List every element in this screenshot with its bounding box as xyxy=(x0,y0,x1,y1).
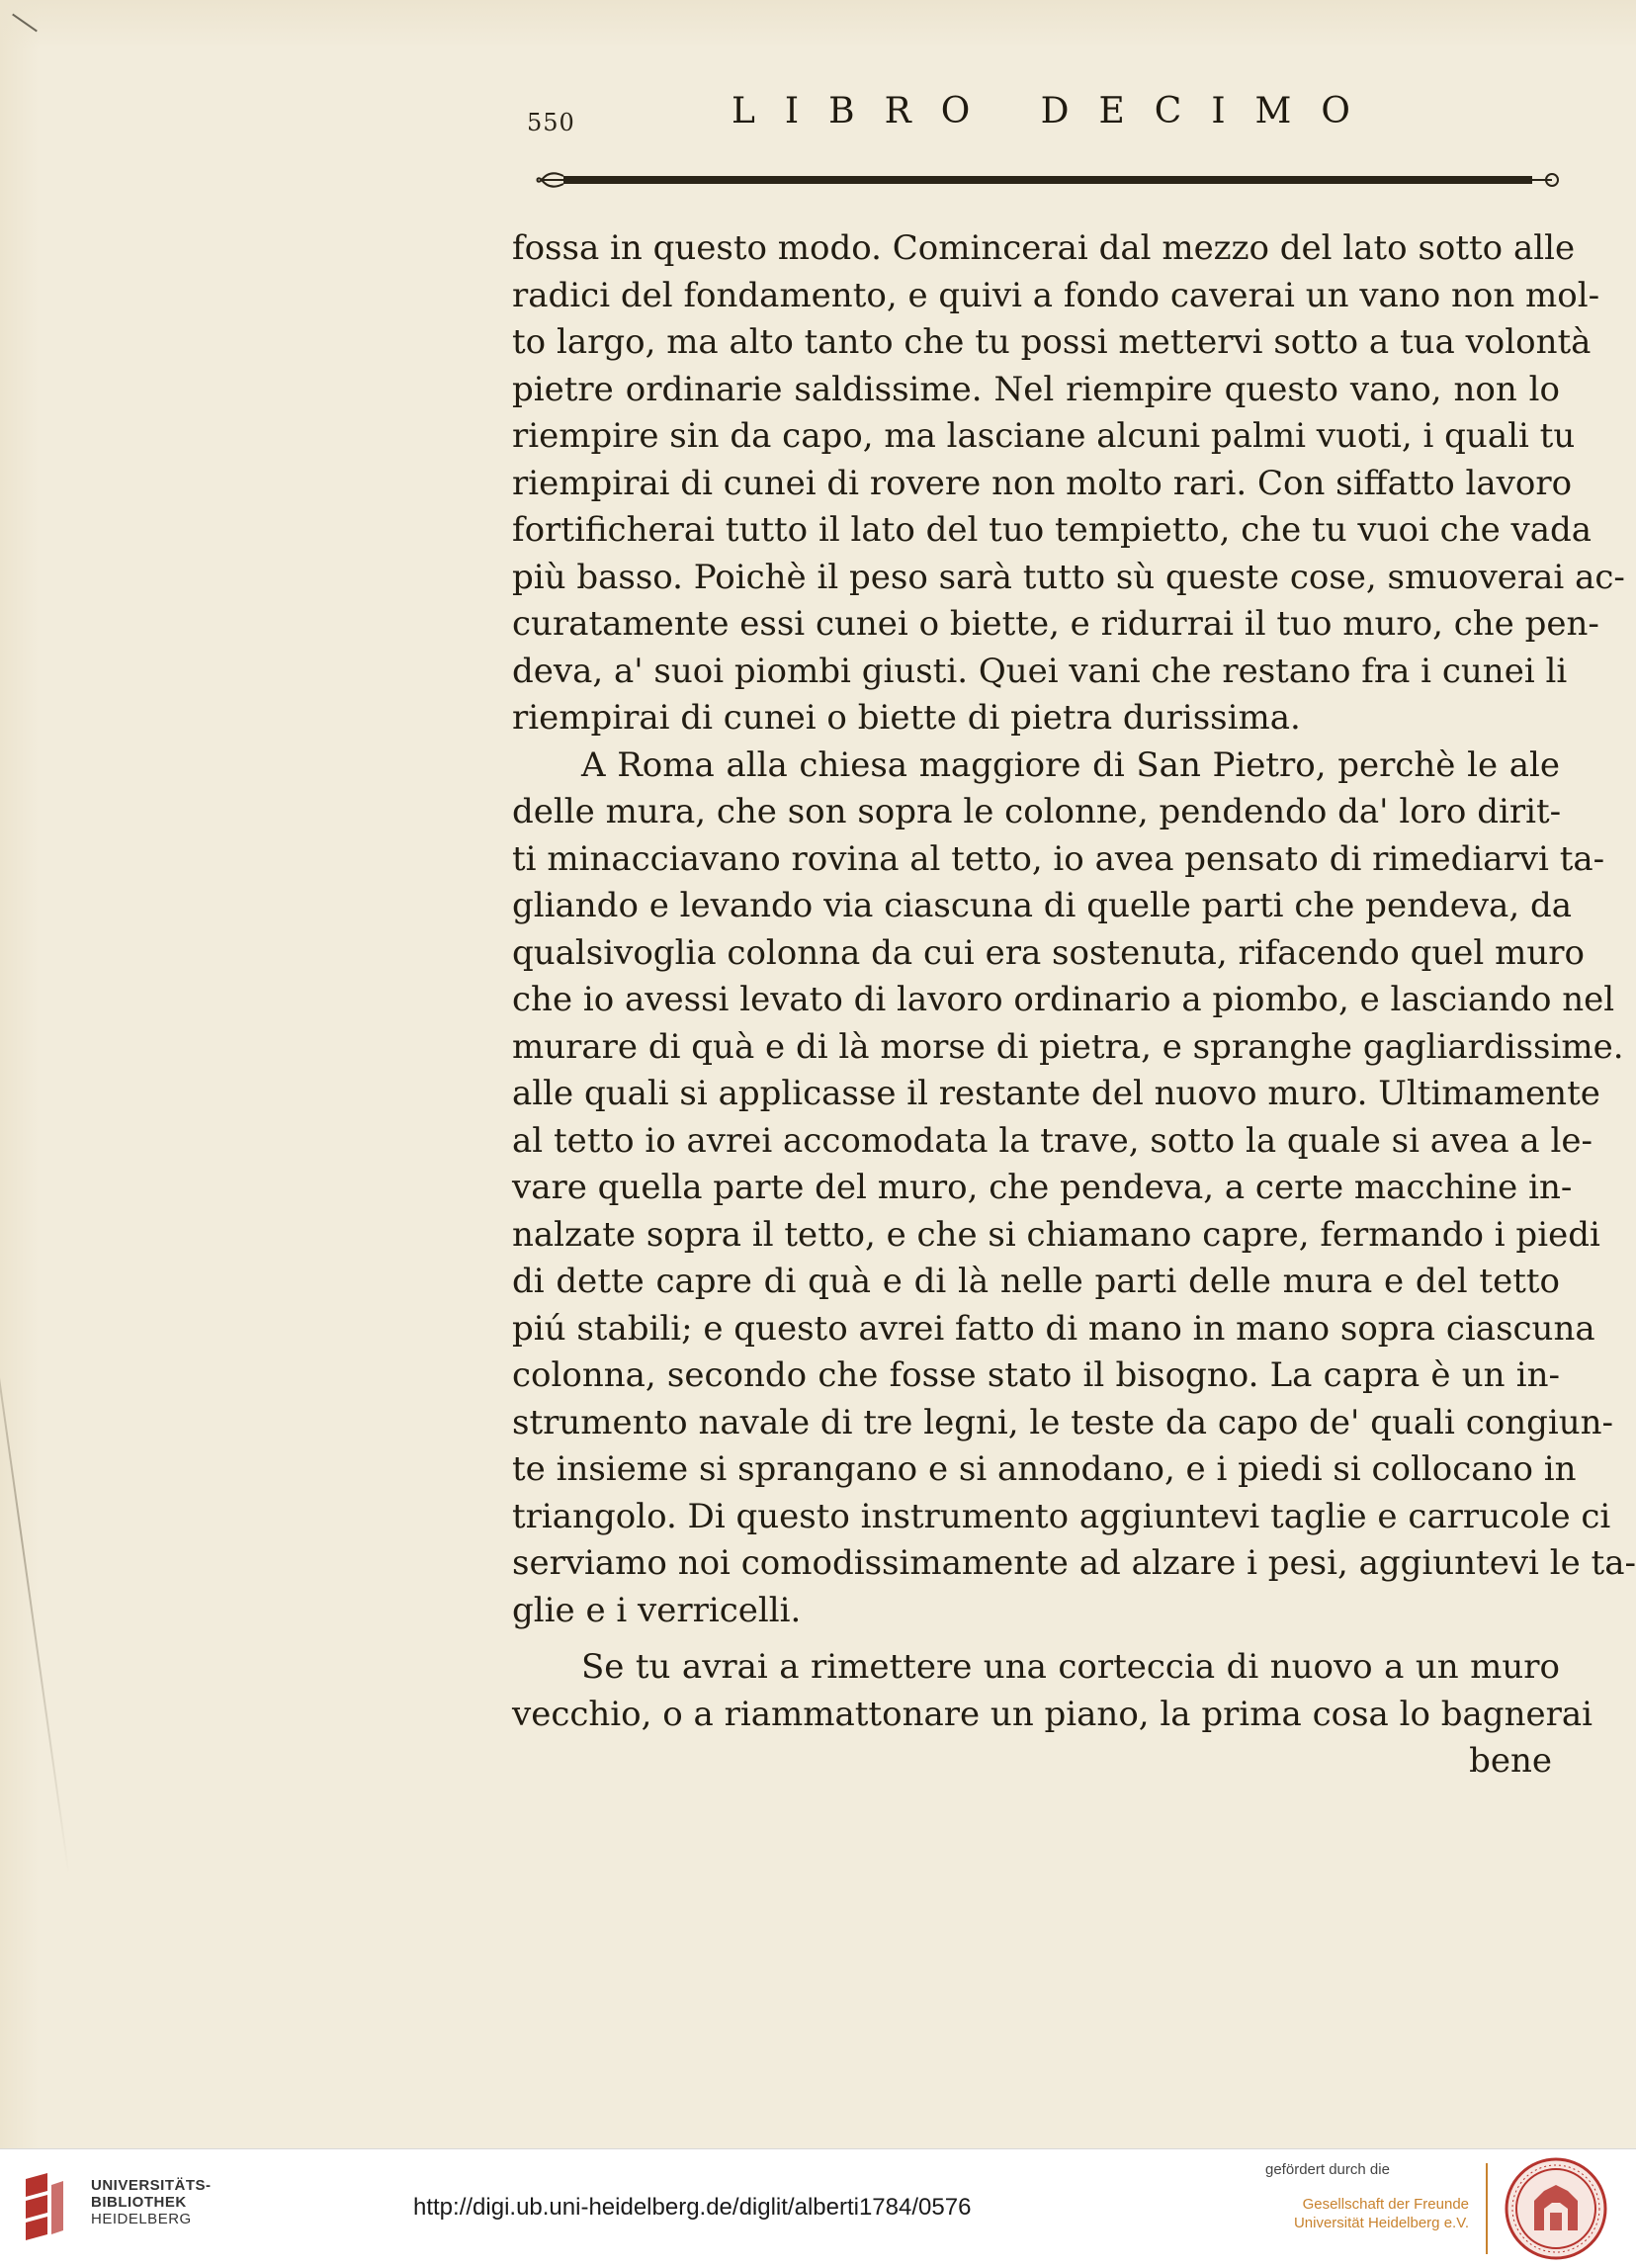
page-number: 550 xyxy=(527,109,575,136)
text-line: di dette capre di quà e di là nelle parti delle mura e del tetto xyxy=(512,1262,1560,1301)
text-line: al tetto io avrei accomodata la trave, sotto la quale si avea a le- xyxy=(512,1120,1593,1161)
text-line: che io avessi levato di lavoro ordinario a piombo, e lasciando nel xyxy=(512,980,1615,1019)
text-line: radici del fondamento, e quivi a fondo caverai un vano non mol- xyxy=(512,275,1600,315)
library-name xyxy=(91,2177,212,2227)
text-line: più basso. Poichè il peso sarà tutto sù queste cose, smuoverai ac- xyxy=(512,557,1625,597)
text-line: pietre ordinarie saldissime. Nel riempire questo vano, non lo xyxy=(512,369,1560,409)
library-name-line2: BIBLIOTHEK xyxy=(91,2194,187,2211)
text-line: Se tu avrai a rimettere una corteccia di nuovo a un muro xyxy=(581,1647,1560,1687)
footer-bar xyxy=(0,2148,1636,2268)
text-line: bene xyxy=(1469,1741,1552,1781)
text-line: fossa in questo modo. Comincerai dal mezzo del lato sotto alle xyxy=(512,228,1576,268)
text-line: fortificherai tutto il lato del tuo tempietto, che tu vuoi che vada xyxy=(512,510,1593,550)
society-line2: Universität Heidelberg e.V. xyxy=(1293,2215,1469,2231)
ub-heidelberg-logo-icon xyxy=(18,2171,67,2240)
text-line: nalzate sopra il tetto, e che si chiamano capre, fermando i piedi xyxy=(512,1214,1600,1255)
text-line: delle mura, che son sopra le colonne, pendendo da' loro dirit- xyxy=(512,792,1562,831)
text-line: triangolo. Di questo instrumento aggiuntevi taglie e carrucole ci xyxy=(512,1496,1611,1536)
running-head: LIBRO DECIMO xyxy=(732,91,1380,131)
text-line: riempirai di cunei o biette di pietra durissima. xyxy=(512,698,1301,738)
text-line: riempirai di cunei di rovere non molto rari. Con siffatto lavoro xyxy=(512,463,1573,503)
society-name xyxy=(1234,2195,1469,2232)
text-line: strumento navale di tre legni, le teste da capo de' quali congiun- xyxy=(512,1402,1614,1442)
text-line: ti minacciavano rovina al tetto, io avea pensato di rimediarvi ta- xyxy=(512,838,1605,879)
page-edge-shadow xyxy=(0,0,40,2148)
permalink-url[interactable]: http://digi.ub.uni-heidelberg.de/diglit/alberti1784/0576 xyxy=(413,2194,972,2221)
text-line: vare quella parte del muro, che pendeva, a certe macchine in- xyxy=(512,1168,1573,1207)
text-line: qualsivoglia colonna da cui era sostenuta, rifacendo quel muro xyxy=(512,932,1585,973)
text-line: glie e i verricelli. xyxy=(512,1590,802,1630)
text-line: serviamo noi comodissimamente ad alzare i pesi, aggiuntevi le ta- xyxy=(512,1543,1636,1583)
text-line: murare di quà e di là morse di pietra, e spranghe gagliardissime. xyxy=(512,1026,1624,1067)
sponsor-label: gefördert durch die xyxy=(1265,2161,1390,2178)
text-line: deva, a' suoi piombi giusti. Quei vani che restano fra i cunei li xyxy=(512,651,1568,691)
text-line: riempire sin da capo, ma lasciane alcuni palmi vuoti, i quali tu xyxy=(512,416,1576,456)
university-seal-icon xyxy=(1505,2157,1607,2260)
text-line: colonna, secondo che fosse stato il bisogno. La capra è un in- xyxy=(512,1355,1560,1395)
library-name-line1: UNIVERSITÄTS- xyxy=(91,2177,212,2194)
page-top-shadow xyxy=(0,0,1636,49)
text-line: piú stabili; e questo avrei fatto di mano in mano sopra ciascuna xyxy=(512,1308,1595,1349)
text-line: vecchio, o a riammattonare un piano, la prima cosa lo bagnerai xyxy=(512,1694,1593,1734)
society-line1: Gesellschaft der Freunde xyxy=(1302,2196,1469,2213)
text-line: te insieme si sprangano e si annodano, e i piedi si collocano in xyxy=(512,1449,1577,1489)
text-line: gliando e levando via ciascuna di quelle parti che pendeva, da xyxy=(512,886,1572,925)
text-line: curatamente essi cunei o biette, e ridurrai il tuo muro, che pen- xyxy=(512,604,1599,644)
text-line: to largo, ma alto tanto che tu possi mettervi sotto a tua volontà xyxy=(512,322,1592,362)
ornamental-rule xyxy=(534,168,1562,192)
text-line: alle quali si applicasse il restante del nuovo muro. Ultimamente xyxy=(512,1074,1600,1113)
text-line: A Roma alla chiesa maggiore di San Pietro, perchè le ale xyxy=(581,744,1560,785)
footer-divider xyxy=(1486,2163,1488,2254)
body-text xyxy=(512,225,1636,1786)
library-name-line3: HEIDELBERG xyxy=(91,2211,192,2227)
